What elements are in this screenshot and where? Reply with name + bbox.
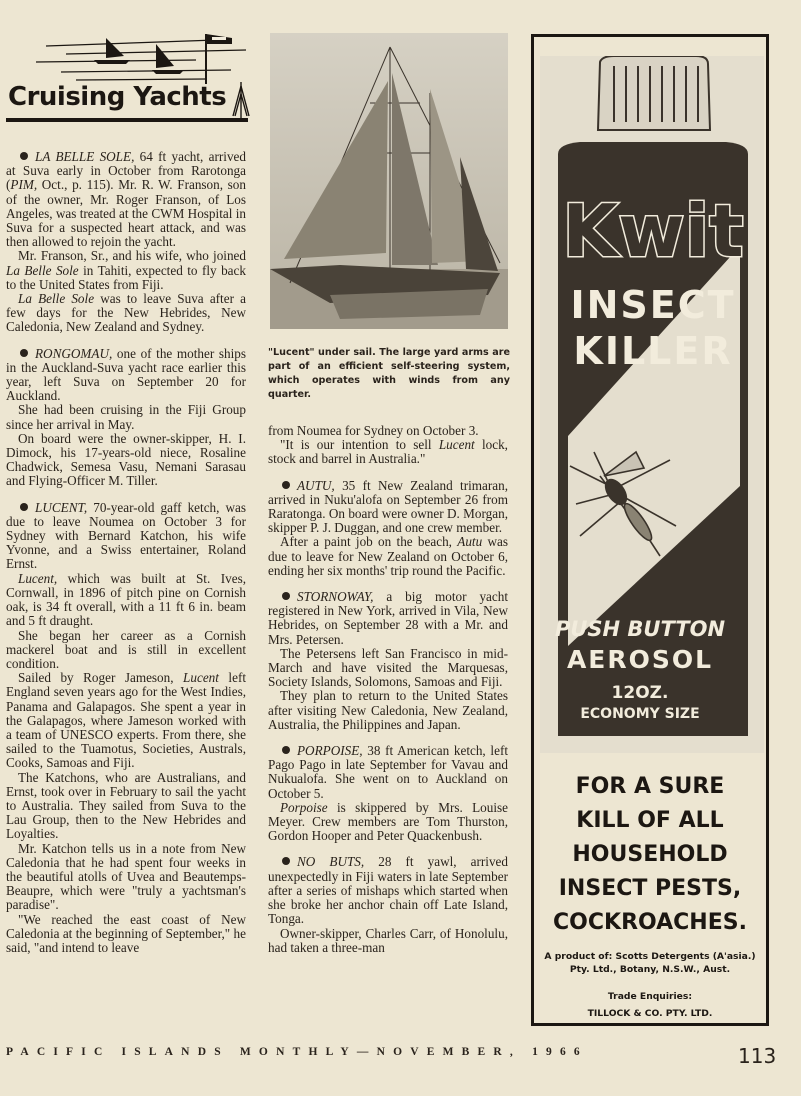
bullet-icon — [282, 592, 290, 600]
bullet-icon — [282, 481, 290, 489]
paragraph: from Noumea for Sydney on October 3. — [268, 423, 479, 438]
footer-publication: PACIFIC ISLANDS MONTHLY—NOVEMBER, 1966 — [6, 1046, 588, 1058]
paragraph: Owner-skipper, Charles Carr, of Honolulu, had taken a three-man — [268, 925, 508, 955]
yachts-illustration — [6, 32, 248, 88]
bullet-icon — [282, 746, 290, 754]
ad-size2: ECONOMY SIZE — [580, 706, 700, 722]
paragraph: RONGOMAU, one of the mother ships in the Auckland-Suva yacht race earlier this year, left Suva on September 20 for Auckland. — [6, 345, 246, 404]
paragraph: "We reached the east coast of New Caledonia at the beginning of September," he said, "and intend to leave — [6, 911, 246, 955]
paragraph: The Katchons, who are Australians, and Ernst, took over in February to sail the yacht to Australia. They sailed from Suva to the Lau Group, then to the New Hebrides and Loyalties. — [6, 769, 246, 842]
page-title: Cruising Yachts — [8, 82, 227, 112]
ad-line2: KILLER — [573, 329, 733, 373]
aerosol-can-illustration — [540, 56, 764, 753]
bullet-icon — [20, 152, 28, 160]
section-header — [6, 32, 250, 126]
article-column-2 — [268, 424, 508, 955]
paragraph: After a paint job on the beach, Autu was due to leave for New Zealand on October 6, ending her six months' trip round the Pacific. — [268, 534, 508, 578]
paragraph: LUCENT, 70-year-old gaff ketch, was due to leave Noumea on October 3 for Sydney with Bernard Katchon, his wife Yvonne, and a Swiss entertainer, Roland Ernst. — [6, 499, 246, 572]
paragraph: "It is our intention to sell Lucent lock, stock and barrel in Australia." — [268, 437, 508, 467]
ad-push1: PUSH BUTTON — [554, 617, 726, 641]
page-number: 113 — [738, 1044, 777, 1068]
header-rule — [6, 118, 248, 122]
paragraph: She began her career as a Cornish mackerel boat and is still in excellent condition. — [6, 627, 246, 671]
paragraph: Mr. Franson, Sr., and his wife, who joined La Belle Sole in Tahiti, expected to fly back to the United States from Fiji. — [6, 248, 246, 292]
photo-caption: "Lucent" under sail. The large yard arms are part of an efficient self-steering system, which operates with winds from any quarter. — [268, 347, 510, 400]
paragraph: La Belle Sole was to leave Suva after a few days for the New Hebrides, New Caledonia, New Zealand and Sydney. — [6, 291, 246, 335]
paragraph: Lucent, which was built at St. Ives, Cornwall, in 1896 of pitch pine on Cornish oak, is 34 ft overall, with a 11 ft 6 in. beam and 5 ft draught. — [6, 570, 246, 629]
bullet-icon — [282, 857, 290, 865]
paragraph: AUTU, 35 ft New Zealand trimaran, arrived in Nuku'alofa on September 26 from Raratonga. On board were owner D. Morgan, skipper P. J. Duggan, and one crew member. — [268, 477, 508, 536]
paragraph: They plan to return to the United States after visiting New Caledonia, New Zealand, Australia, the Philippines and Japan. — [268, 688, 508, 732]
paragraph: NO BUTS, 28 ft yawl, arrived unexpectedly in Fiji waters in late September after a series of mishaps which started when she broke her anchor chain off Late Island, Tonga. — [268, 854, 509, 927]
ad-product-credit: A product of: Scotts Detergents (A'asia.) Pty. Ltd., Botany, N.S.W., Aust. — [544, 951, 756, 975]
paragraph: Mr. Katchon tells us in a note from New Caledonia that he had spent four weeks in the beautiful atolls of Uvea and Beautemps-Beaupre, which were "truly a yachtsman's paradise". — [6, 840, 246, 913]
ad-headline: FOR A SURE KILL OF ALL HOUSEHOLD INSECT PESTS, COCKROACHES. — [553, 774, 747, 935]
ad-line1: INSECT — [570, 283, 736, 327]
paragraph: Porpoise is skippered by Mrs. Louise Meyer. Crew members are Tom Thurston, Gordon Hooper and Peter Quackenbush. — [268, 799, 508, 844]
paragraph: Sailed by Roger Jameson, Lucent left England seven years ago for the West Indies, Panama and Galapagos. She spent a year in the Galapagos, where Jameson worked with a team of UNESCO experts. From there, she sailed to the Tuamotus, Societies, Australs, Cooks, Samoas and Fiji. — [6, 670, 246, 771]
flag-mast-icon — [232, 82, 250, 118]
article-column-1 — [6, 150, 246, 955]
paragraph: LA BELLE SOLE, 64 ft yacht, arrived at Suva early in October from Rarotonga (PIM, Oct., p. 115). Mr. R. W. Franson, son of the owner, Mr. Roger Franson, of Los Angeles, was treated at the CWM Hospital in Suva for a suspected heart attack, and was then allowed to rejoin the yacht. — [6, 149, 246, 250]
ad-brand: Kwit — [562, 189, 744, 273]
paragraph: PORPOISE, 38 ft American ketch, left Pago Pago in late September for Vavau and Nukualofa. She went on to Auckland on October 5. — [268, 743, 508, 801]
bullet-icon — [20, 503, 28, 511]
ad-trade-enquiries: Trade Enquiries: TILLOCK & CO. PTY. LTD. — [587, 991, 713, 1019]
paragraph: STORNOWAY, a big motor yacht registered in New York, arrived in Vila, New Hebrides, on September 28 with a Mr. and Mrs. Petersen. — [268, 589, 508, 647]
ad-size1: 12OZ. — [611, 683, 669, 703]
yacht-photo — [270, 33, 508, 329]
ad-push2: AEROSOL — [566, 645, 714, 674]
paragraph: She had been cruising in the Fiji Group since her arrival in May. — [6, 402, 246, 432]
bullet-icon — [20, 349, 28, 357]
paragraph: On board were the owner-skipper, H. I. Dimock, his 17-years-old niece, Rosaline Chadwick, Semesa Vasu, Nemani Sarasau and Flying-Officer M. Tiller. — [6, 430, 246, 489]
paragraph: The Petersens left San Francisco in mid-March and have visited the Marquesas, Society Islands, Solomons, Samoas and Fiji. — [268, 645, 508, 690]
